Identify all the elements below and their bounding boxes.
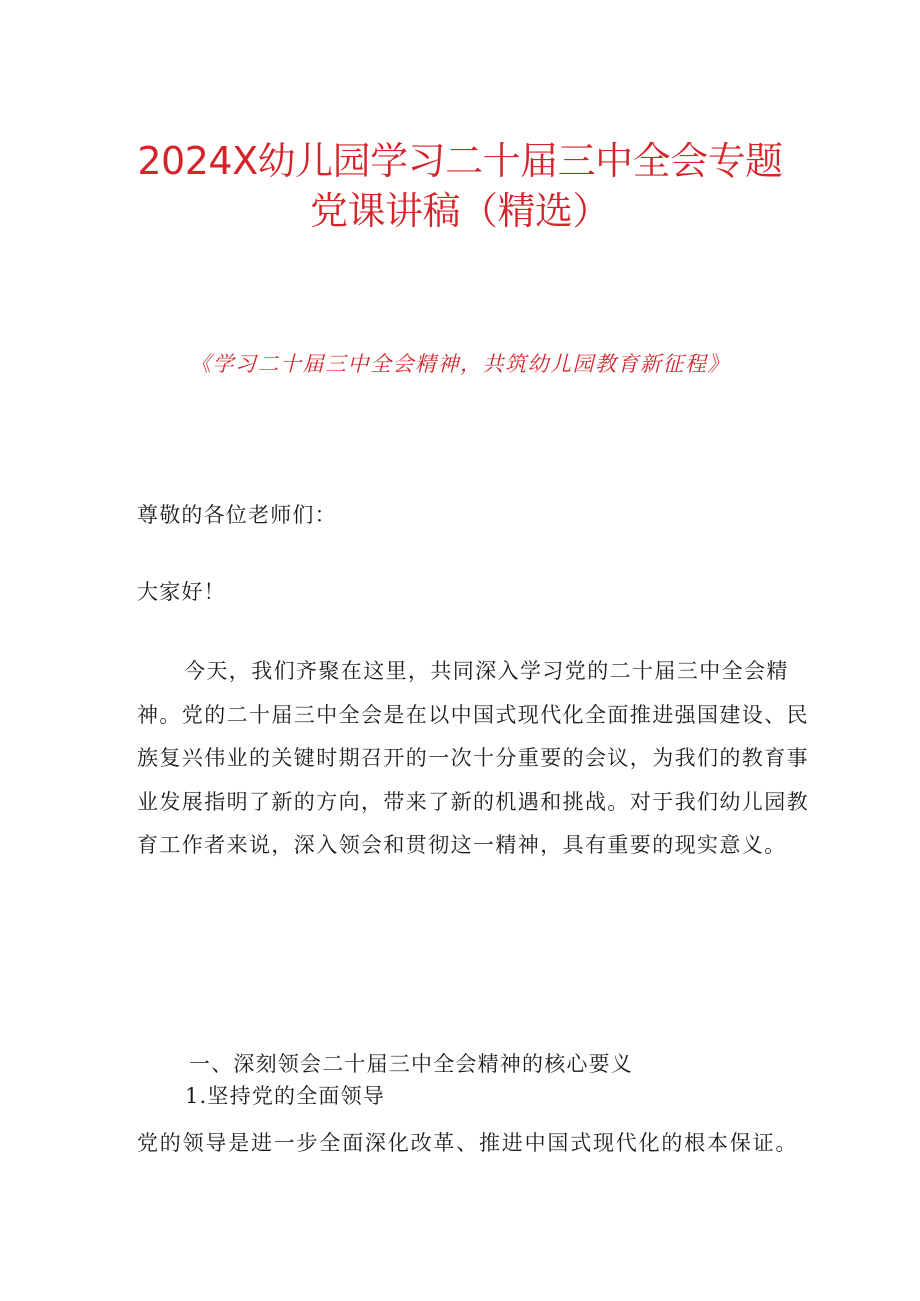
- document-subtitle: 《学习二十届三中全会精神，共筑幼儿园教育新征程》: [190, 352, 730, 376]
- salutation: 尊敬的各位老师们：: [137, 503, 337, 527]
- section-heading: 一、深刻领会二十届三中全会精神的核心要义: [189, 1052, 633, 1076]
- document-title-line-2: 党课讲稿（精选）: [309, 189, 610, 233]
- intro-paragraph: 今天，我们齐聚在这里，共同深入学习党的二十届三中全会精神。党的二十届三中全会是在以中国式现代化全面推进强国建设、民族复兴伟业的关键时期召开的一次十分重要的会议，为我们的教育事业发展指明了新的方向，带来了新的机遇和挑战。对于我们幼儿园教育工作者来说，深入领会和贯彻这一精神，具有重要的现实意义。: [137, 659, 809, 857]
- document-title-line-1: 2024X幼儿园学习二十届三中全会专题: [137, 139, 783, 183]
- greeting: 大家好！: [137, 580, 226, 604]
- sub-heading: 1.坚持党的全面领导: [185, 1084, 386, 1108]
- body-line: 党的领导是进一步全面深化改革、推进中国式现代化的根本保证。: [137, 1131, 799, 1155]
